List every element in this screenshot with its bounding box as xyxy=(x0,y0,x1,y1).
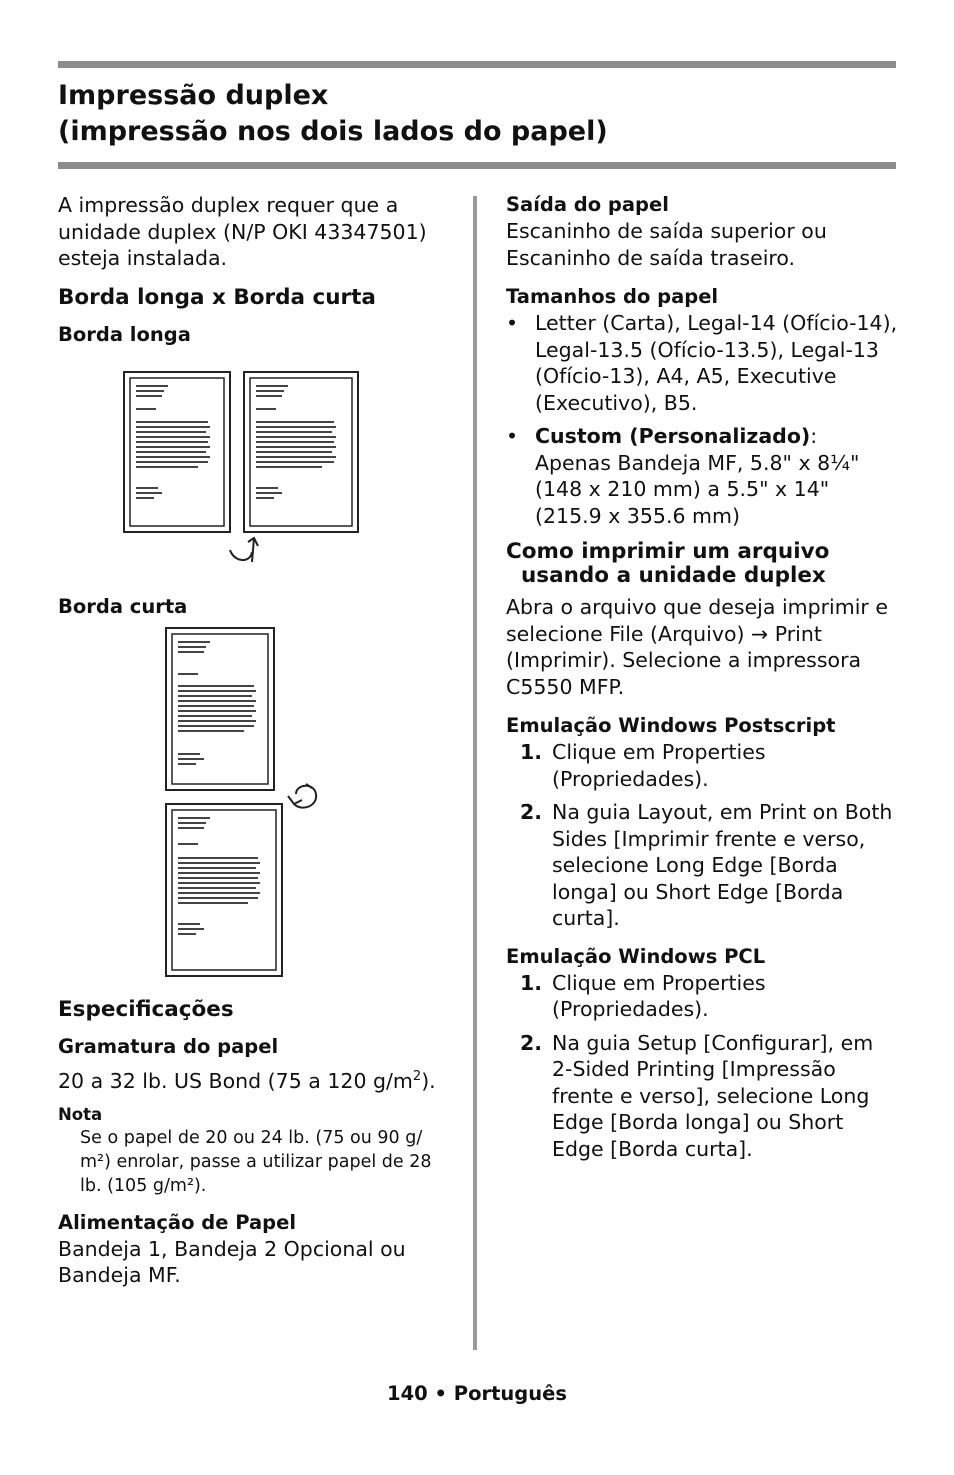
gramatura-value: 20 a 32 lb. US Bond (75 a 120 g/m xyxy=(58,1068,413,1093)
page-title xyxy=(58,78,608,150)
title-rule xyxy=(58,162,896,169)
long-edge-figure xyxy=(58,356,458,580)
list-item xyxy=(506,310,898,416)
alimentacao-label: Alimentação de Papel xyxy=(58,1210,297,1234)
title-line-1: Impressão duplex xyxy=(58,80,329,111)
step-number: 1. xyxy=(520,970,543,995)
step-number: 1. xyxy=(520,740,543,764)
bullet-text: Letter (Carta), Legal-14 (Ofício-14), Legal-13.5 (Ofício-13.5), Legal-13 (Ofício-13), A4, A5, Executive (Executivo), B5. xyxy=(535,311,898,415)
ps-label: Emulação Windows Postscript xyxy=(506,714,836,737)
borda-heading: Borda longa x Borda curta xyxy=(58,284,376,310)
ps-steps xyxy=(506,739,898,932)
step-number: 2. xyxy=(520,800,543,824)
right-column xyxy=(506,192,898,1162)
pcl-steps xyxy=(506,970,898,1163)
title-line-2: (impressão nos dois lados do papel) xyxy=(58,116,608,147)
borda-longa-label: Borda longa xyxy=(58,322,191,346)
nota-text: Se o papel de 20 ou 24 lb. (75 ou 90 g/ m²) enrolar, passe a utilizar papel de 28 lb. (105 g/m²). xyxy=(80,1127,432,1196)
specs-heading: Especificações xyxy=(58,996,234,1022)
page-flip-arrow-icon xyxy=(230,538,258,562)
tamanhos-label: Tamanhos do papel xyxy=(506,285,719,308)
alimentacao-text: Bandeja 1, Bandeja 2 Opcional ou Bandeja MF. xyxy=(58,1236,406,1288)
top-rule xyxy=(58,61,896,68)
gramatura-text xyxy=(58,1064,458,1094)
short-edge-figure xyxy=(58,624,458,984)
page-footer: 140 • Português xyxy=(387,1382,567,1405)
borda-curta-label: Borda curta xyxy=(58,594,188,618)
saida-label: Saída do papel xyxy=(506,193,669,216)
tamanhos-list xyxy=(506,310,898,529)
nota-label: Nota xyxy=(58,1104,103,1124)
long-edge-page-right xyxy=(244,372,358,532)
list-item xyxy=(506,423,898,529)
list-item xyxy=(506,739,898,792)
step-text: Na guia Layout, em Print on Both Sides [Imprimir frente e verso, selecione Long Edge [Borda longa] ou Short Edge [Borda curta]. xyxy=(552,800,893,930)
saida-text: Escaninho de saída superior ou Escaninho de saída traseiro. xyxy=(506,219,827,270)
intro-paragraph: A impressão duplex requer que a unidade duplex (N/P OKI 43347501) esteja instalada. xyxy=(58,193,427,270)
list-item xyxy=(506,799,898,932)
list-item xyxy=(506,970,898,1023)
gramatura-end: ). xyxy=(421,1068,436,1093)
como-heading-line-2: usando a unidade duplex xyxy=(521,563,826,588)
left-column xyxy=(58,192,458,1289)
como-text: Abra o arquivo que deseja imprimir e selecione File (Arquivo) → Print (Imprimir). Selecione a impressora C5550 MFP. xyxy=(506,595,888,699)
gramatura-label: Gramatura do papel xyxy=(58,1034,279,1058)
page-rotate-arrow-icon xyxy=(288,784,316,808)
step-text: Na guia Setup [Configurar], em 2-Sided Printing [Impressão frente e verso], selecione Long Edge [Borda longa] ou Short Edge [Borda curta]. xyxy=(552,1030,874,1161)
step-text: Clique em Properties (Propriedades). xyxy=(552,740,766,791)
short-edge-page-top xyxy=(166,628,274,790)
como-heading xyxy=(506,540,898,588)
long-edge-page-left xyxy=(124,372,230,532)
column-divider xyxy=(473,196,477,1350)
step-number: 2. xyxy=(520,1030,543,1055)
gramatura-superscript: 2 xyxy=(412,1068,422,1084)
pcl-label: Emulação Windows PCL xyxy=(506,944,766,968)
step-text: Clique em Properties (Propriedades). xyxy=(552,970,766,1021)
short-edge-page-bottom xyxy=(166,804,282,976)
bullet-bold-text: Custom (Personalizado) xyxy=(535,424,811,448)
list-item xyxy=(506,1030,898,1163)
como-heading-line-1: Como imprimir um arquivo xyxy=(506,539,830,564)
bullet-text: : Apenas Bandeja MF, 5.8" x 8¼" (148 x 210 mm) a 5.5" x 14" (215.9 x 355.6 mm) xyxy=(535,424,860,528)
